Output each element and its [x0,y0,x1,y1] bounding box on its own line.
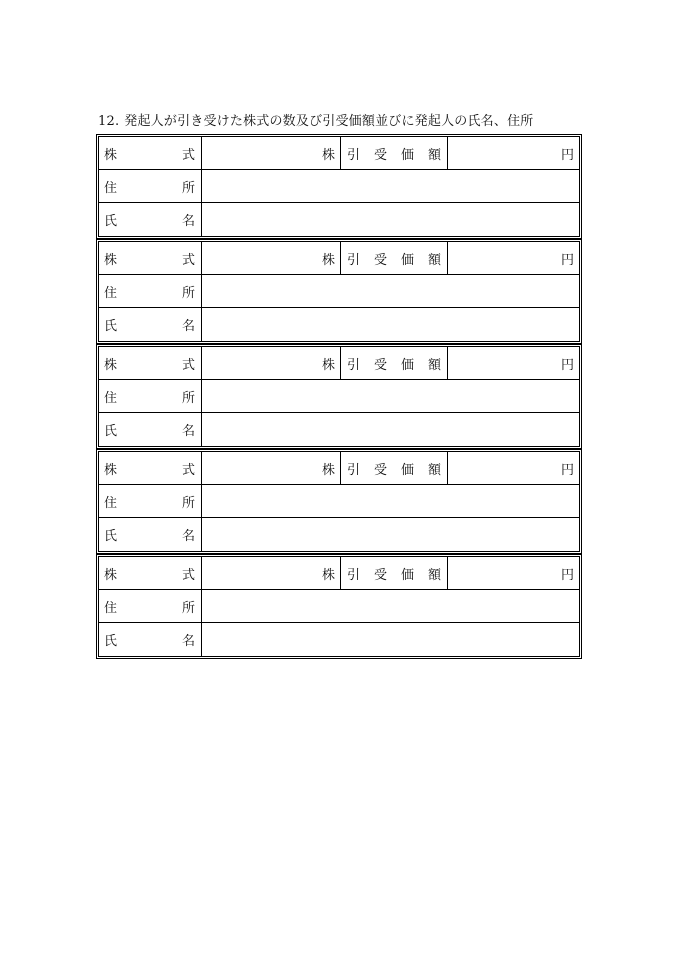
address-field[interactable] [202,485,579,517]
shares-field[interactable] [202,347,341,379]
promoter-form [96,134,582,659]
address-field[interactable] [202,275,579,307]
price-field[interactable] [448,242,579,274]
price-label: 引 受 価 額 [341,452,448,484]
name-row [99,308,579,341]
promoter-block [96,239,582,344]
price-label: 引 受 価 額 [341,557,448,589]
shares-field[interactable] [202,137,341,169]
promoter-block [96,344,582,449]
name-row [99,413,579,446]
address-label: 住 所 [99,170,202,202]
name-label: 氏 名 [99,203,202,236]
name-label: 氏 名 [99,308,202,341]
address-label: 住 所 [99,275,202,307]
name-row [99,623,579,656]
promoter-block [96,554,582,659]
address-row [99,170,579,203]
price-label: 引 受 価 額 [341,137,448,169]
section-number: 12. [98,114,120,129]
address-row [99,275,579,308]
name-label: 氏 名 [99,623,202,656]
promoter-block [96,449,582,554]
page-title [98,113,533,131]
address-field[interactable] [202,170,579,202]
shares-label: 株 式 [99,452,202,484]
address-field[interactable] [202,590,579,622]
price-field[interactable] [448,347,579,379]
name-field[interactable] [202,203,579,236]
price-unit: 円 [560,147,574,163]
address-label: 住 所 [99,485,202,517]
price-field[interactable] [448,452,579,484]
shares-label: 株 式 [99,557,202,589]
shares-unit: 株 [321,462,335,478]
price-label: 引 受 価 額 [341,242,448,274]
shares-unit: 株 [321,357,335,373]
address-field[interactable] [202,380,579,412]
name-row [99,203,579,236]
price-field[interactable] [448,557,579,589]
shares-label: 株 式 [99,347,202,379]
address-row [99,485,579,518]
shares-row [99,137,579,170]
address-row [99,380,579,413]
promoter-block [96,134,582,239]
address-label: 住 所 [99,380,202,412]
name-label: 氏 名 [99,518,202,551]
price-field[interactable] [448,137,579,169]
shares-field[interactable] [202,452,341,484]
shares-label: 株 式 [99,137,202,169]
address-label: 住 所 [99,590,202,622]
name-field[interactable] [202,413,579,446]
shares-row [99,452,579,485]
price-unit: 円 [560,462,574,478]
price-unit: 円 [560,567,574,583]
shares-row [99,242,579,275]
name-row [99,518,579,551]
shares-unit: 株 [321,252,335,268]
price-unit: 円 [560,357,574,373]
shares-row [99,347,579,380]
shares-field[interactable] [202,557,341,589]
section-heading: 発起人が引き受けた株式の数及び引受価額並びに発起人の氏名、住所 [124,114,534,129]
name-field[interactable] [202,623,579,656]
address-row [99,590,579,623]
shares-row [99,557,579,590]
name-field[interactable] [202,518,579,551]
price-unit: 円 [560,252,574,268]
shares-unit: 株 [321,567,335,583]
price-label: 引 受 価 額 [341,347,448,379]
shares-unit: 株 [321,147,335,163]
shares-field[interactable] [202,242,341,274]
shares-label: 株 式 [99,242,202,274]
name-field[interactable] [202,308,579,341]
name-label: 氏 名 [99,413,202,446]
